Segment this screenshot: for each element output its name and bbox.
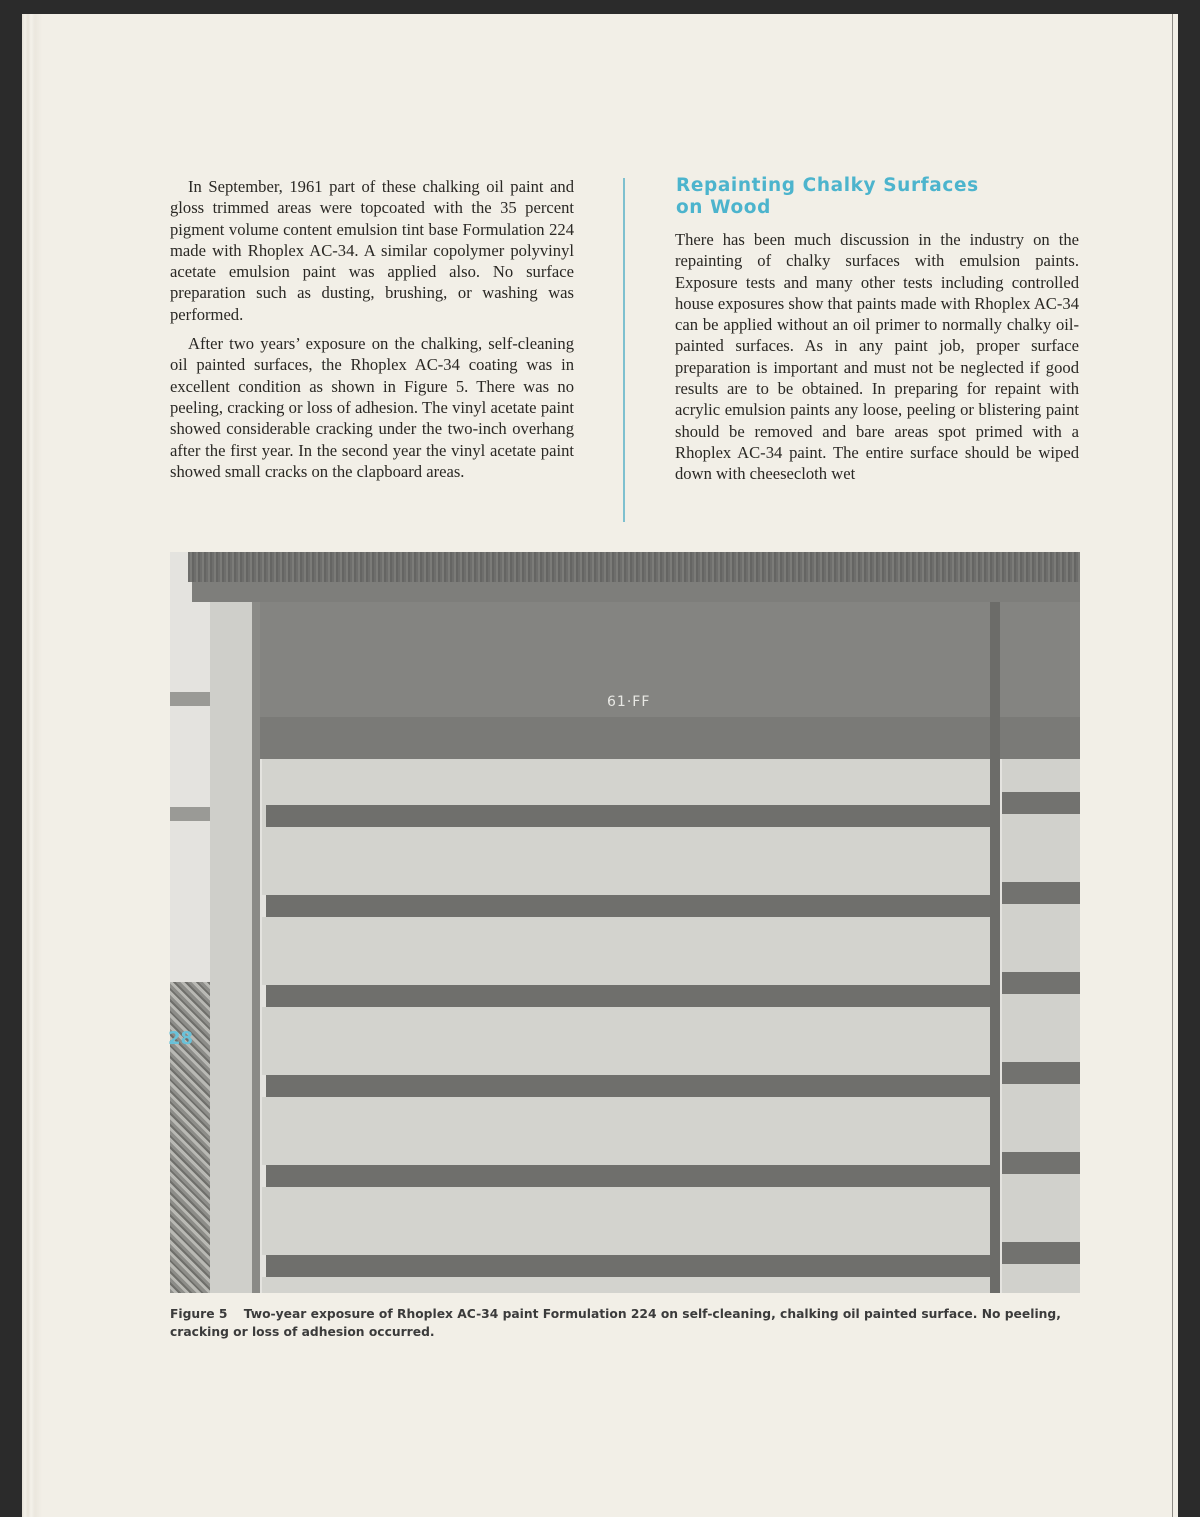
page-edge-right	[1172, 14, 1173, 1517]
figure-caption	[170, 1305, 1070, 1341]
clapboard-side-shadow	[1002, 972, 1080, 994]
figure-label: Figure 5	[170, 1307, 228, 1321]
clapboard-side	[1002, 904, 1080, 972]
clapboard	[262, 917, 990, 985]
left-paragraph-1: In September, 1961 part of these chalking oil paint and gloss trimmed areas were topcoated with the 35 percent pigment volume content emulsion tint base Formulation 224 made with Rhoplex AC-34. A similar copolymer polyvinyl acetate emulsion paint was applied also. No surface preparation such as dusting, brushing, or washing was performed.	[170, 177, 574, 324]
clapboard-shadow	[266, 805, 990, 827]
left-paragraph-2: After two years’ exposure on the chalking, self-cleaning oil painted surfaces, the Rhoplex AC-34 coating was in excellent condition as shown in Figure 5. There was no peeling, cracking or loss of adhesion. The vinyl acetate paint showed considerable cracking under the two-inch overhang after the first year. In the second year the vinyl acetate paint showed small cracks on the clapboard areas.	[170, 334, 574, 481]
clapboard-shadow	[266, 985, 990, 1007]
clapboard-shadow	[266, 1255, 990, 1277]
right-column	[675, 229, 1079, 493]
photo-fence-rail	[170, 807, 210, 821]
clapboard-side-shadow	[1002, 1242, 1080, 1264]
photo-dark-band	[250, 717, 1080, 759]
clapboard-side	[1002, 994, 1080, 1062]
photo-fence-rail	[170, 692, 210, 706]
clapboard-side-shadow	[1002, 1062, 1080, 1084]
clapboard	[262, 1007, 990, 1075]
photo-corner-trim	[990, 602, 1000, 1293]
section-heading	[676, 175, 1096, 219]
photo-roof	[188, 552, 1080, 582]
clapboard	[262, 1187, 990, 1255]
clapboard	[262, 1277, 990, 1293]
page-number: 28	[168, 1028, 194, 1049]
figure-caption-text: Two-year exposure of Rhoplex AC-34 paint Formulation 224 on self-cleaning, chalking oil painted surface. No peeling, cracking or loss of adhesion occurred.	[170, 1307, 1061, 1339]
clapboard-side-shadow	[1002, 1152, 1080, 1174]
clapboard-shadow	[266, 1075, 990, 1097]
right-paragraph-1: There has been much discussion in the industry on the repainting of chalky surfaces with emulsion paints. Exposure tests and many other tests including controlled house exposures show that paints made with Rhoplex AC-34 can be applied without an oil primer to normally chalky oil-painted surfaces. As in any paint job, proper surface preparation is important and must not be neglected if good results are to be obtained. In preparing for repaint with acrylic emulsion paints any loose, peeling or blistering paint should be removed and bare areas spot primed with a Rhoplex AC-34 paint. The entire surface should be wiped down with cheesecloth wet	[675, 230, 1079, 484]
figure-5-photo	[170, 552, 1080, 1293]
clapboard	[262, 1097, 990, 1165]
clapboard-side	[1002, 814, 1080, 882]
photo-overhang-area	[250, 602, 1080, 717]
photo-fascia	[192, 582, 1080, 602]
clapboard-shadow	[266, 1165, 990, 1187]
clapboard-side-shadow	[1002, 882, 1080, 904]
clapboard-side-shadow	[1002, 792, 1080, 814]
clapboard-side	[1002, 1264, 1080, 1293]
section-heading-line-2: on Wood	[676, 197, 771, 218]
clapboard	[262, 827, 990, 895]
clapboard-shadow	[266, 895, 990, 917]
photo-marking: 61·FF	[607, 694, 651, 710]
clapboard-side	[1002, 1084, 1080, 1152]
photo-corner-post	[210, 602, 258, 1293]
page-edge-left	[22, 14, 42, 1517]
section-heading-line-1: Repainting Chalky Surfaces	[676, 175, 979, 196]
photo-post-shadow	[252, 602, 260, 1293]
left-column	[170, 176, 574, 490]
column-divider	[623, 178, 625, 522]
clapboard-side	[1002, 1174, 1080, 1242]
